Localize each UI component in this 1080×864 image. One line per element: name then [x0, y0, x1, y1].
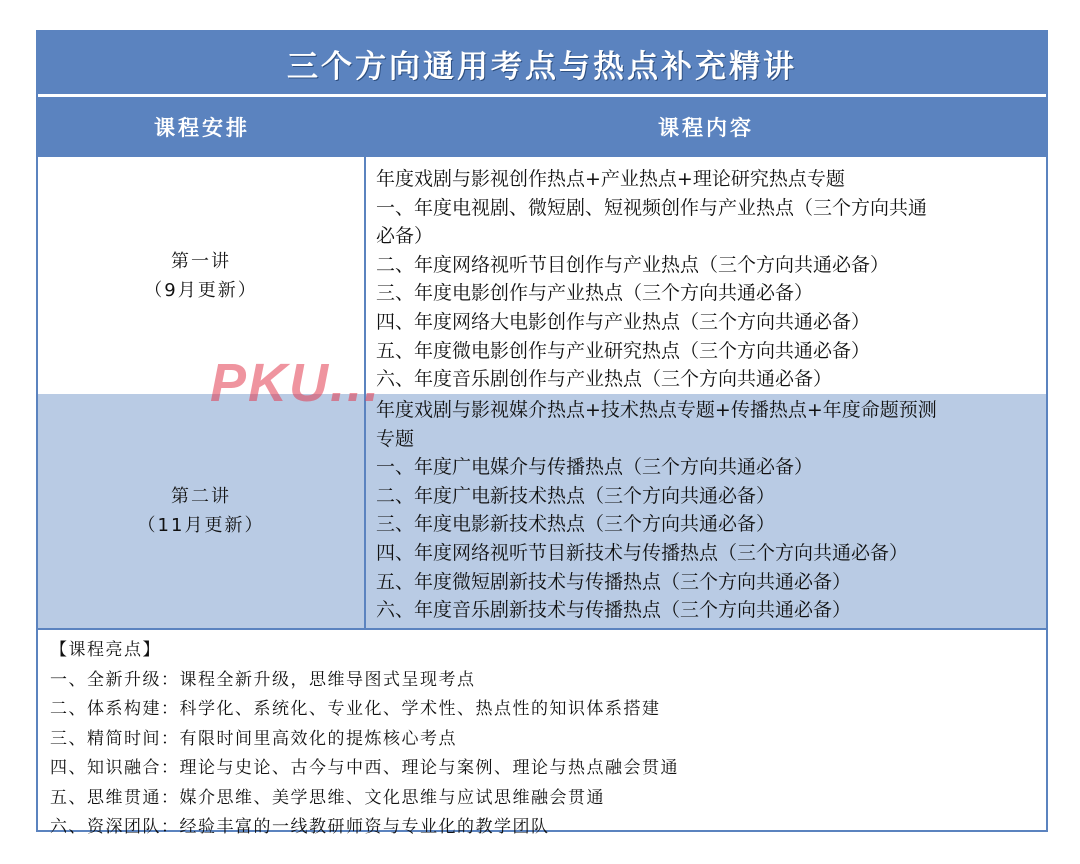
course-highlights — [38, 628, 1046, 837]
content-line: 五、年度微电影创作与产业研究热点（三个方向共通必备） — [376, 339, 871, 362]
content-line: 三、年度电影新技术热点（三个方向共通必备） — [376, 513, 776, 536]
lecture-row — [38, 157, 1046, 394]
lecture-name: 第二讲 — [171, 486, 231, 507]
lecture-update: （9月更新） — [144, 279, 258, 301]
header-row — [38, 97, 1046, 157]
lecture-content-cell — [376, 396, 1040, 625]
content-line: 一、年度广电媒介与传播热点（三个方向共通必备） — [376, 456, 814, 479]
content-line: 三、年度电影创作与产业热点（三个方向共通必备） — [376, 282, 814, 305]
content-line: 一、年度电视剧、微短剧、短视频创作与产业热点（三个方向共通 — [376, 196, 928, 219]
table-title: 三个方向通用考点与热点补充精讲 — [38, 32, 1046, 97]
lecture-schedule-cell — [38, 394, 366, 628]
content-line: 六、年度音乐剧新技术与传播热点（三个方向共通必备） — [376, 599, 852, 622]
content-line: 专题 — [376, 427, 415, 450]
header-schedule: 课程安排 — [154, 116, 250, 140]
highlight-item: 三、精简时间：有限时间里高效化的提炼核心考点 — [50, 728, 457, 749]
highlight-item: 四、知识融合：理论与史论、古今与中西、理论与案例、理论与热点融会贯通 — [50, 758, 679, 778]
lecture-name: 第一讲 — [171, 250, 231, 272]
highlights-heading: 【课程亮点】 — [50, 640, 161, 660]
highlight-item: 二、体系构建：科学化、系统化、专业化、学术性、热点性的知识体系搭建 — [50, 699, 661, 719]
content-line: 四、年度网络视听节目新技术与传播热点（三个方向共通必备） — [376, 541, 909, 564]
lecture-content-cell — [376, 165, 1040, 394]
content-line: 必备） — [376, 225, 434, 248]
lecture-row — [38, 394, 1046, 628]
content-line: 二、年度网络视听节目创作与产业热点（三个方向共通必备） — [376, 253, 890, 276]
lecture-update: （11月更新） — [137, 515, 265, 536]
header-content: 课程内容 — [658, 116, 754, 140]
content-line: 二、年度广电新技术热点（三个方向共通必备） — [376, 484, 776, 507]
course-table — [36, 30, 1048, 837]
content-line: 年度戏剧与影视创作热点+产业热点+理论研究热点专题 — [376, 168, 845, 190]
content-line: 年度戏剧与影视媒介热点+技术热点专题+传播热点+年度命题预测 — [376, 399, 937, 421]
highlight-item: 六、资深团队：经验丰富的一线教研师资与专业化的教学团队 — [50, 817, 550, 837]
highlight-item: 一、全新升级：课程全新升级，思维导图式呈现考点 — [50, 669, 476, 690]
content-line: 四、年度网络大电影创作与产业热点（三个方向共通必备） — [376, 310, 871, 333]
content-line: 六、年度音乐剧创作与产业热点（三个方向共通必备） — [376, 368, 833, 391]
content-line: 五、年度微短剧新技术与传播热点（三个方向共通必备） — [376, 570, 852, 593]
lecture-schedule-cell — [38, 157, 366, 394]
highlight-item: 五、思维贯通：媒介思维、美学思维、文化思维与应试思维融会贯通 — [50, 787, 605, 808]
watermark: PKU... — [210, 353, 382, 413]
